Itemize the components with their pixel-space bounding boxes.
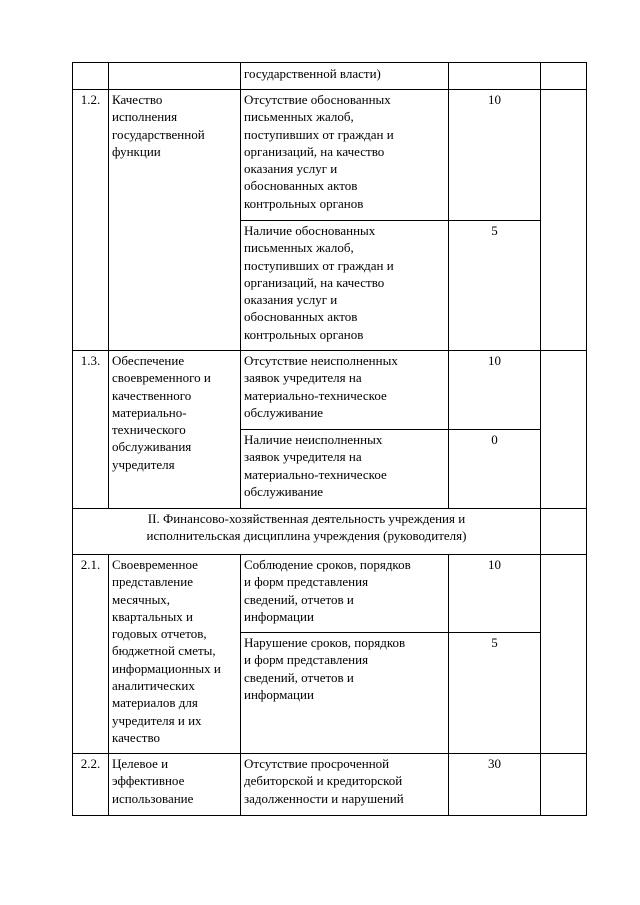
table-row bbox=[73, 555, 587, 633]
row-number: 2.2. bbox=[80, 756, 101, 771]
criterion-text: Целевое и эффективное использование bbox=[112, 756, 194, 806]
indicator-cell bbox=[241, 63, 449, 90]
indicator-cell bbox=[241, 221, 449, 351]
table-row bbox=[73, 63, 587, 90]
points-cell bbox=[449, 633, 541, 754]
indicator-cell bbox=[241, 351, 449, 430]
indicator-cell bbox=[241, 90, 449, 221]
number-cell bbox=[73, 90, 109, 351]
table-row bbox=[73, 351, 587, 430]
indicator-text: Отсутствие обоснованных письменных жалоб, поступивших от граждан и организаций, на качество оказания услуг и обоснованных актов контрольных органов bbox=[244, 92, 394, 211]
extra-cell bbox=[541, 351, 587, 509]
criterion-cell bbox=[109, 90, 241, 351]
number-cell bbox=[73, 555, 109, 754]
extra-cell bbox=[541, 509, 587, 555]
points-cell bbox=[449, 430, 541, 509]
points-value: 0 bbox=[491, 432, 498, 447]
extra-cell bbox=[541, 63, 587, 90]
indicator-text: Наличие неисполненных заявок учредителя на материально-техническое обслуживание bbox=[244, 432, 387, 499]
row-number: 1.2. bbox=[80, 92, 101, 107]
points-value: 5 bbox=[491, 223, 498, 238]
table-row bbox=[73, 90, 587, 221]
extra-cell bbox=[541, 555, 587, 754]
indicator-text: Отсутствие просроченной дебиторской и кредиторской задолженности и нарушений bbox=[244, 756, 404, 806]
points-cell bbox=[449, 351, 541, 430]
indicator-cell bbox=[241, 430, 449, 509]
number-cell bbox=[73, 351, 109, 509]
points-value: 10 bbox=[488, 92, 501, 107]
criterion-cell bbox=[109, 351, 241, 509]
criterion-cell bbox=[109, 754, 241, 816]
number-cell bbox=[73, 63, 109, 90]
points-cell bbox=[449, 63, 541, 90]
section-title: II. Финансово-хозяйственная деятельность учреждения и исполнительская дисциплина учреждения (руководителя) bbox=[146, 511, 467, 544]
criterion-text: Качество исполнения государственной функции bbox=[112, 92, 205, 159]
points-cell bbox=[449, 555, 541, 633]
indicator-cell bbox=[241, 555, 449, 633]
section-row bbox=[73, 509, 587, 555]
number-cell bbox=[73, 754, 109, 816]
criterion-cell bbox=[109, 555, 241, 754]
indicator-text: Нарушение сроков, порядков и форм представления сведений, отчетов и информации bbox=[244, 635, 406, 702]
points-value: 10 bbox=[488, 557, 501, 572]
row-number: 2.1. bbox=[80, 557, 101, 572]
indicator-text: Наличие обоснованных письменных жалоб, поступивших от граждан и организаций, на качество оказания услуг и обоснованных актов контрольных органов bbox=[244, 223, 394, 342]
table-row bbox=[73, 754, 587, 816]
points-value: 5 bbox=[491, 635, 498, 650]
indicator-text: государственной власти) bbox=[244, 66, 381, 81]
extra-cell bbox=[541, 754, 587, 816]
row-number: 1.3. bbox=[80, 353, 101, 368]
points-cell bbox=[449, 90, 541, 221]
criterion-cell bbox=[109, 63, 241, 90]
criterion-text: Обеспечение своевременного и качественного материально- технического обслуживания учредителя bbox=[112, 353, 211, 472]
extra-cell bbox=[541, 90, 587, 351]
points-value: 30 bbox=[488, 756, 501, 771]
criterion-text: Своевременное представление месячных, квартальных и годовых отчетов, бюджетной сметы, информационных и аналитических материалов для учредителя и их качество bbox=[112, 557, 221, 745]
points-value: 10 bbox=[488, 353, 501, 368]
indicator-cell bbox=[241, 633, 449, 754]
indicator-text: Соблюдение сроков, порядков и форм представления сведений, отчетов и информации bbox=[244, 557, 411, 624]
section-heading bbox=[73, 509, 541, 555]
criteria-table bbox=[72, 62, 587, 816]
points-cell bbox=[449, 754, 541, 816]
indicator-text: Отсутствие неисполненных заявок учредителя на материально-техническое обслуживание bbox=[244, 353, 398, 420]
indicator-cell bbox=[241, 754, 449, 816]
points-cell bbox=[449, 221, 541, 351]
